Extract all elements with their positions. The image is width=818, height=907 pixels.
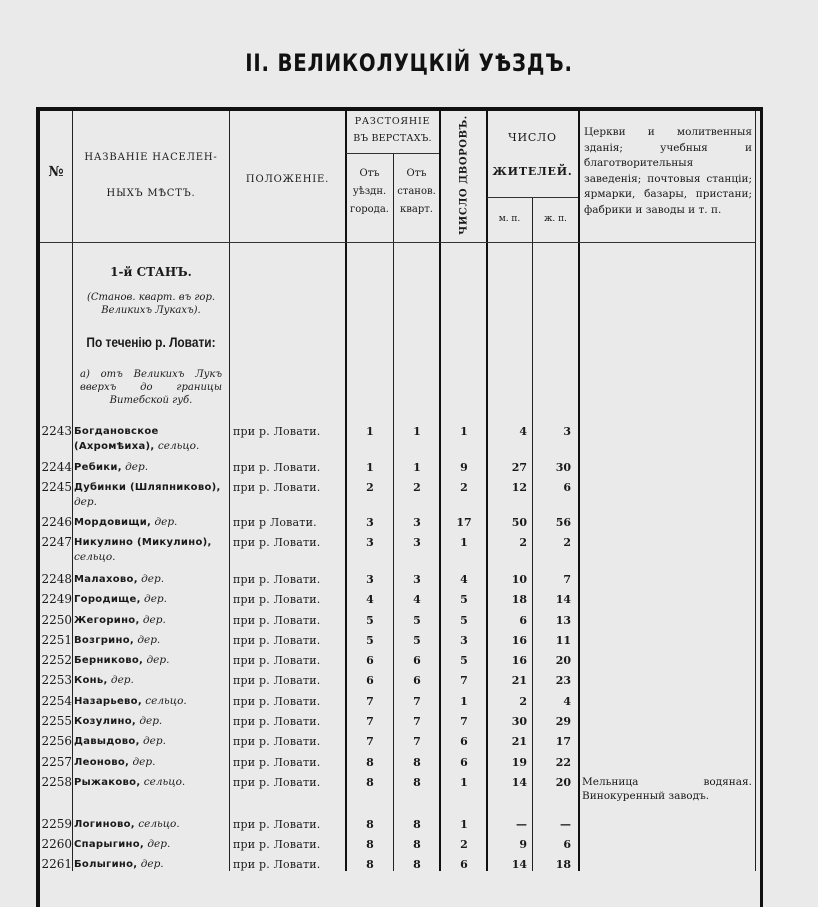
notes: Мельница водяная. Винокуренный заводъ. (582, 776, 752, 802)
male-count: 12 (511, 481, 527, 494)
stan-note: (Станов. кварт. въ гор. Великихъ Лукахъ). (86, 292, 216, 316)
place-name (74, 734, 227, 749)
place-name-text: Жегорино, (74, 615, 140, 626)
place-name (74, 775, 227, 790)
households: 1 (460, 776, 468, 789)
male-count: 21 (511, 674, 527, 687)
female-count: 23 (555, 674, 571, 687)
female-count: 3 (563, 425, 571, 438)
distance-stan: 3 (413, 573, 421, 586)
male-count: 19 (511, 756, 527, 769)
place-name (74, 572, 227, 587)
households: 6 (460, 756, 468, 769)
table-row (0, 653, 818, 673)
header-inhabitants-line1: ЧИСЛО (508, 131, 557, 144)
distance-town: 8 (366, 818, 374, 831)
female-count: 7 (563, 573, 571, 586)
place-name-text: Болыгино, (74, 859, 138, 870)
table-row (0, 592, 818, 612)
header-distance-line2: ВЪ ВЕРСТАХЪ. (353, 133, 432, 144)
distance-town: 5 (366, 634, 374, 647)
header-bottom-line (40, 242, 755, 243)
distance-town: 7 (366, 735, 374, 748)
header-divider (487, 197, 578, 198)
header-dist-stan-l1: Отъ (406, 168, 427, 179)
row-number: 2243 (41, 424, 72, 438)
position: при р. Ловати. (233, 838, 321, 851)
distance-town: 1 (366, 461, 374, 474)
female-count: 20 (555, 776, 571, 789)
place-type: дер. (110, 674, 134, 686)
male-count: 9 (519, 838, 527, 851)
distance-stan: 8 (413, 858, 421, 871)
distance-town: 8 (366, 858, 374, 871)
households: 9 (460, 461, 468, 474)
distance-stan: 7 (413, 715, 421, 728)
female-count: 22 (555, 756, 571, 769)
households: 5 (460, 593, 468, 606)
position: при р. Ловати. (233, 776, 321, 789)
place-type: сельцо. (145, 695, 187, 707)
place-name (74, 694, 227, 709)
distance-stan: 5 (413, 614, 421, 627)
position: при р. Ловати. (233, 756, 321, 769)
distance-town: 3 (366, 536, 374, 549)
page-title: II. ВЕЛИКОЛУЦКІЙ УѢЗДЪ. (245, 49, 573, 77)
place-type: дер. (147, 838, 171, 850)
place-type: дер. (137, 634, 161, 646)
table-row (0, 480, 818, 508)
place-name-text: Берниково, (74, 655, 144, 666)
table-row (0, 714, 818, 734)
header-position: ПОЛОЖЕНІЕ. (245, 174, 330, 185)
distance-town: 8 (366, 838, 374, 851)
row-number: 2252 (41, 653, 72, 667)
position: при р. Ловати. (233, 614, 321, 627)
households: 2 (460, 481, 468, 494)
table-row (0, 535, 818, 563)
male-count: 4 (519, 425, 527, 438)
distance-stan: 4 (413, 593, 421, 606)
male-count: — (516, 818, 527, 831)
distance-stan: 8 (413, 818, 421, 831)
table-row (0, 633, 818, 653)
male-count: 14 (511, 776, 527, 789)
distance-town: 2 (366, 481, 374, 494)
households: 1 (460, 695, 468, 708)
households: 4 (460, 573, 468, 586)
place-name (74, 633, 227, 648)
female-count: 20 (555, 654, 571, 667)
place-name-text: Назарьево, (74, 696, 142, 707)
place-name (74, 837, 227, 852)
place-type: сельцо. (143, 776, 186, 788)
distance-town: 7 (366, 695, 374, 708)
female-count: 13 (555, 614, 571, 627)
header-name-line2: НЫХЪ МѢСТЪ. (106, 188, 196, 199)
households: 5 (460, 614, 468, 627)
households: 7 (460, 715, 468, 728)
place-name-text: Богдановское (Ахромѣиха), (74, 426, 159, 452)
row-number: 2261 (41, 857, 72, 871)
row-number: 2253 (41, 673, 72, 687)
row-number: 2251 (41, 633, 72, 647)
distance-town: 7 (366, 715, 374, 728)
households: 1 (460, 818, 468, 831)
households: 5 (460, 654, 468, 667)
row-number: 2250 (41, 613, 72, 627)
position: при р. Ловати. (233, 654, 321, 667)
male-count: 16 (511, 654, 527, 667)
place-type: дер. (141, 573, 165, 585)
place-name (74, 817, 227, 832)
distance-town: 8 (366, 756, 374, 769)
row-number: 2260 (41, 837, 72, 851)
header-dist-stan-l3: кварт. (400, 204, 433, 215)
male-count: 14 (511, 858, 527, 871)
male-count: 50 (511, 516, 527, 529)
place-name (74, 673, 227, 688)
male-count: 30 (511, 715, 527, 728)
header-dist-stan-l2: станов. (397, 186, 436, 197)
header-dist-town-l2: уѣздн. (352, 186, 387, 197)
header-notes: Церкви и молитвенныя зданія; учебныя и благотворительныя заведенія; почтовыя станціи; ярмарки, базары, пристани; фабрики и заводы и т. п. (584, 126, 752, 216)
male-count: 21 (511, 735, 527, 748)
position: при р. Ловати. (233, 634, 321, 647)
row-number: 2246 (41, 515, 72, 529)
male-count: 16 (511, 634, 527, 647)
place-name (74, 535, 227, 564)
table-row (0, 424, 818, 452)
place-name-text: Мордовищи, (74, 517, 152, 528)
households: 7 (460, 674, 468, 687)
female-count: 6 (563, 838, 571, 851)
table-row (0, 694, 818, 714)
header-num: № (48, 164, 64, 180)
table-row (0, 755, 818, 775)
place-name-text: Никулино (Микулино), (74, 537, 212, 548)
households: 2 (460, 838, 468, 851)
distance-town: 6 (366, 674, 374, 687)
row-number: 2255 (41, 714, 72, 728)
header-households: ЧИСЛО ДВОРОВЪ. (458, 115, 470, 235)
female-count: 6 (563, 481, 571, 494)
header-female: ж. п. (544, 214, 567, 224)
place-name-text: Спарыгино, (74, 839, 145, 850)
position: при р. Ловати. (233, 858, 321, 871)
row-number: 2245 (41, 480, 72, 494)
place-type: дер. (140, 858, 164, 870)
place-type: сельцо. (138, 818, 180, 830)
stan-heading: 1-й СТАНЪ. (110, 265, 192, 279)
place-name-text: Давыдово, (74, 736, 140, 747)
place-name-text: Ребики, (74, 462, 122, 473)
households: 6 (460, 858, 468, 871)
female-count: 4 (563, 695, 571, 708)
female-count: 29 (555, 715, 571, 728)
place-name-text: Конь, (74, 675, 108, 686)
place-name-text: Логиново, (74, 819, 135, 830)
female-count: 11 (555, 634, 571, 647)
header-distance-line1: РАЗСТОЯНІЕ (354, 116, 431, 127)
distance-stan: 7 (413, 735, 421, 748)
row-number: 2247 (41, 535, 72, 549)
position: при р. Ловати. (233, 695, 321, 708)
place-type: дер. (143, 735, 166, 747)
place-name-text: Городище, (74, 594, 141, 605)
row-number: 2248 (41, 572, 72, 586)
households: 17 (456, 516, 472, 529)
place-name (74, 714, 227, 729)
female-count: 17 (555, 735, 571, 748)
female-count: 2 (563, 536, 571, 549)
place-name (74, 480, 227, 509)
position: при р. Ловати. (233, 461, 321, 474)
place-name (74, 424, 227, 454)
place-type: дер. (142, 614, 166, 626)
distance-town: 6 (366, 654, 374, 667)
place-type: дер. (139, 715, 163, 727)
place-type: сельцо. (157, 440, 200, 452)
position: при р. Ловати. (233, 715, 321, 728)
table-row (0, 857, 818, 877)
male-count: 2 (519, 695, 527, 708)
header-dist-town-l3: города. (350, 204, 389, 215)
place-name (74, 592, 227, 607)
position: при р. Ловати. (233, 481, 321, 494)
place-name-text: Леоново, (74, 757, 130, 768)
distance-stan: 2 (413, 481, 421, 494)
distance-town: 1 (366, 425, 374, 438)
distance-town: 5 (366, 614, 374, 627)
table-row (0, 817, 818, 837)
row-number: 2256 (41, 734, 72, 748)
table-row (0, 837, 818, 857)
position: при р. Ловати. (233, 593, 321, 606)
place-type: дер. (146, 654, 170, 666)
male-count: 27 (511, 461, 527, 474)
female-count: 14 (555, 593, 571, 606)
distance-stan: 6 (413, 654, 421, 667)
place-type: дер. (74, 496, 97, 508)
place-name (74, 653, 227, 668)
distance-stan: 8 (413, 838, 421, 851)
position: при р Ловати. (233, 516, 317, 529)
place-name-text: Дубинки (Шляпниково), (74, 482, 221, 493)
place-name (74, 460, 227, 475)
place-name (74, 613, 227, 628)
row-number: 2254 (41, 694, 72, 708)
distance-stan: 7 (413, 695, 421, 708)
female-count: 56 (555, 516, 571, 529)
male-count: 18 (511, 593, 527, 606)
distance-town: 3 (366, 573, 374, 586)
place-type: дер. (144, 593, 167, 605)
male-count: 10 (511, 573, 527, 586)
distance-stan: 8 (413, 776, 421, 789)
table-row (0, 673, 818, 693)
subsection-heading: а) отъ Великихъ Лукъ вверхъ до границы Витебской губ. (80, 369, 222, 406)
table-row (0, 515, 818, 535)
position: при р. Ловати. (233, 536, 321, 549)
households: 6 (460, 735, 468, 748)
male-count: 2 (519, 536, 527, 549)
row-number: 2244 (41, 460, 72, 474)
header-dist-town-l1: Отъ (359, 168, 380, 179)
header-inhabitants-line2: ЖИТЕЛЕЙ. (492, 165, 573, 178)
place-type: дер. (125, 461, 149, 473)
distance-stan: 1 (413, 461, 421, 474)
place-name (74, 755, 227, 770)
position: при р. Ловати. (233, 735, 321, 748)
distance-stan: 3 (413, 536, 421, 549)
row-number: 2259 (41, 817, 72, 831)
distance-town: 8 (366, 776, 374, 789)
position: при р. Ловати. (233, 425, 321, 438)
table-row (0, 460, 818, 480)
place-type: дер. (132, 756, 156, 768)
distance-town: 3 (366, 516, 374, 529)
households: 3 (460, 634, 468, 647)
distance-stan: 1 (413, 425, 421, 438)
table-row (0, 572, 818, 592)
place-type: сельцо. (74, 551, 116, 563)
households: 1 (460, 425, 468, 438)
place-name-text: Малахово, (74, 574, 138, 585)
position: при р. Ловати. (233, 573, 321, 586)
distance-stan: 6 (413, 674, 421, 687)
female-count: 30 (555, 461, 571, 474)
table-row (0, 613, 818, 633)
distance-stan: 3 (413, 516, 421, 529)
female-count: — (560, 818, 571, 831)
row-number: 2249 (41, 592, 72, 606)
header-male: м. п. (498, 214, 521, 224)
place-name-text: Рыжаково, (74, 777, 141, 788)
households: 1 (460, 536, 468, 549)
place-name-text: Возгрино, (74, 635, 134, 646)
distance-stan: 8 (413, 756, 421, 769)
header-name-line1: НАЗВАНІЕ НАСЕЛЕН- (84, 152, 218, 163)
place-type: дер. (154, 516, 178, 528)
distance-town: 4 (366, 593, 374, 606)
male-count: 6 (519, 614, 527, 627)
position: при р. Ловати. (233, 674, 321, 687)
table-row (0, 775, 818, 802)
table-row (0, 734, 818, 754)
header-divider (346, 153, 439, 154)
river-heading: По теченію р. Ловати: (86, 334, 216, 350)
position: при р. Ловати. (233, 818, 321, 831)
row-number: 2257 (41, 755, 72, 769)
place-name-text: Козулино, (74, 716, 136, 727)
distance-stan: 5 (413, 634, 421, 647)
row-number: 2258 (41, 775, 72, 789)
female-count: 18 (555, 858, 571, 871)
place-name (74, 515, 227, 530)
